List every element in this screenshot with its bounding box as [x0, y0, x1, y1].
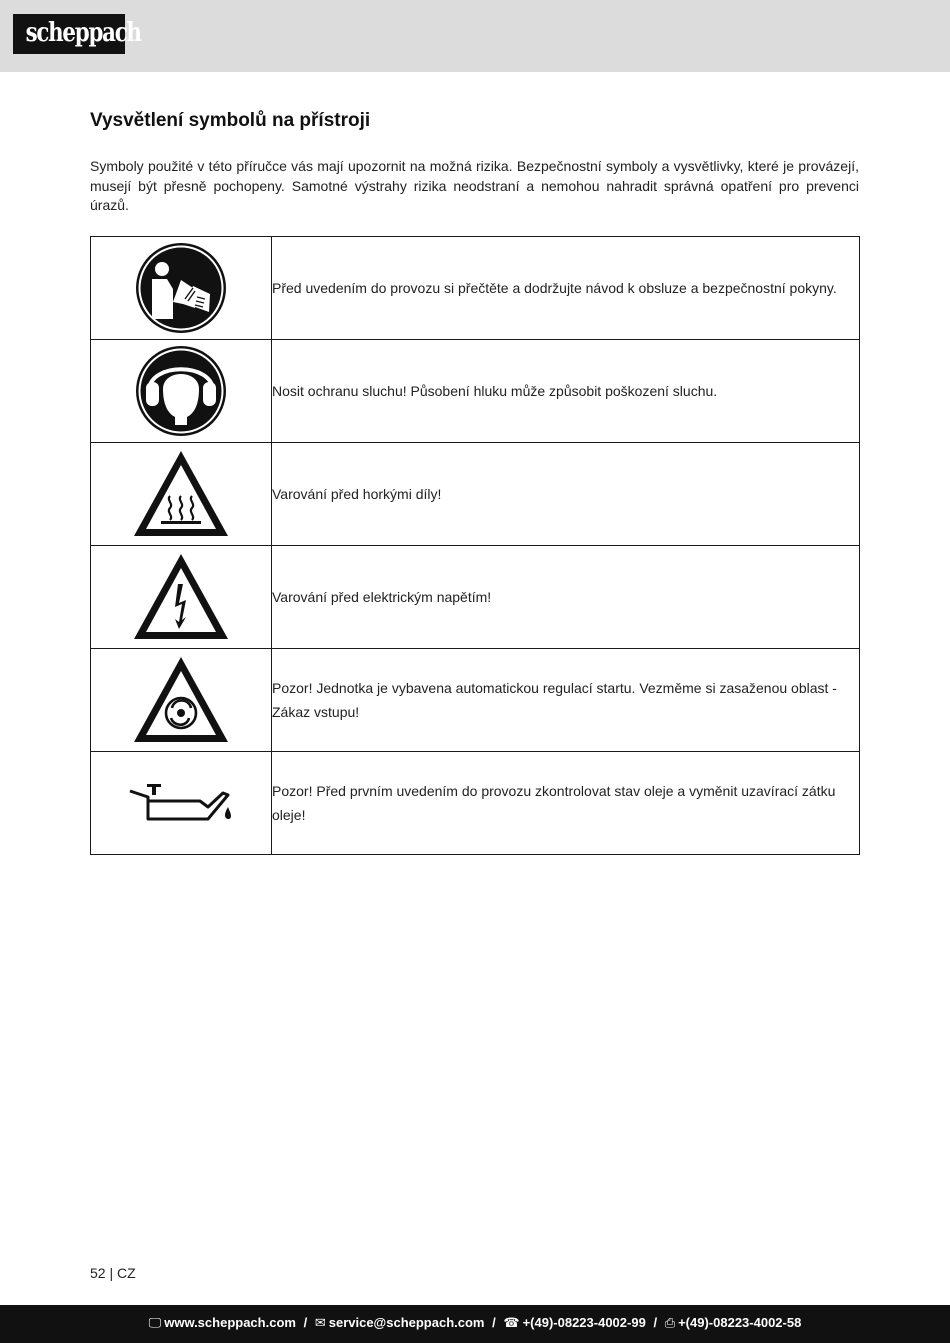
scheppach-logo: scheppach	[13, 14, 125, 54]
table-row	[91, 752, 860, 855]
hot-surface-warning-icon	[131, 448, 231, 540]
table-row	[91, 649, 860, 752]
electric-voltage-warning-icon	[131, 551, 231, 643]
icon-cell	[91, 546, 272, 649]
footer-email[interactable]: service@scheppach.com	[328, 1315, 485, 1330]
table-row	[91, 443, 860, 546]
footer-separator: /	[653, 1315, 658, 1330]
symbols-table	[90, 236, 860, 855]
header-band	[0, 0, 950, 72]
table-row	[91, 237, 860, 340]
description-cell: Pozor! Před prvním uvedením do provozu zkontrolovat stav oleje a vyměnit uzavírací zátku oleje!	[272, 752, 860, 855]
icon-cell	[91, 752, 272, 855]
read-manual-icon	[135, 242, 227, 334]
footer-separator: /	[303, 1315, 308, 1330]
icon-cell	[91, 649, 272, 752]
page-number: 52 | CZ	[90, 1265, 136, 1281]
icon-cell	[91, 443, 272, 546]
footer-website[interactable]: www.scheppach.com	[164, 1315, 296, 1330]
email-icon: ✉	[314, 1315, 326, 1330]
table-row	[91, 546, 860, 649]
computer-icon: 🖵	[148, 1315, 162, 1330]
automatic-start-warning-icon	[131, 654, 231, 746]
oil-can-icon	[126, 781, 236, 825]
phone-icon: ☎	[503, 1315, 520, 1330]
description-cell: Varování před elektrickým napětím!	[272, 546, 860, 649]
icon-cell	[91, 237, 272, 340]
intro-paragraph: Symboly použité v této příručce vás mají upozornit na možná rizika. Bezpečnostní symboly a vysvětlivky, které je provázejí, musejí být přesně pochopeny. Samotné výstrahy rizika neodstraní a nemohou nahradit správná opatření pro prevenci úrazů.	[90, 158, 859, 213]
description-cell: Před uvedením do provozu si přečtěte a dodržujte návod k obsluze a bezpečnostní pokyny.	[272, 237, 860, 340]
page-title: Vysvětlení symbolů na přístroji	[90, 110, 371, 131]
fax-icon: ⎙	[664, 1315, 676, 1330]
footer-fax: +(49)-08223-4002-58	[678, 1315, 802, 1330]
footer-bar	[0, 1305, 950, 1343]
description-cell: Varování před horkými díly!	[272, 443, 860, 546]
footer-phone: +(49)-08223-4002-99	[522, 1315, 646, 1330]
icon-cell	[91, 340, 272, 443]
footer-separator: /	[492, 1315, 496, 1330]
table-row	[91, 340, 860, 443]
hearing-protection-icon	[135, 345, 227, 437]
description-cell: Pozor! Jednotka je vybavena automatickou regulací startu. Vezměme si zasaženou oblast - Zákaz vstupu!	[272, 649, 860, 752]
description-cell: Nosit ochranu sluchu! Působení hluku může způsobit poškození sluchu.	[272, 340, 860, 443]
